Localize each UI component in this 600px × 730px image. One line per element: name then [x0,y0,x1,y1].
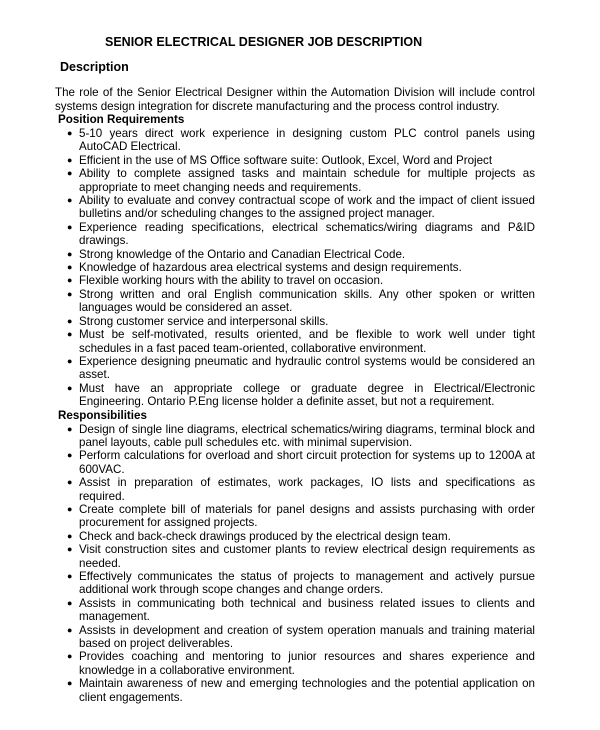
responsibilities-heading: Responsibilities [58,408,147,422]
list-item-text: Flexible working hours with the ability to travel on occasion. [79,274,384,288]
list-item-text: Provides coaching and mentoring to junior resources and shares experience and knowledge in a collaborative environment. [79,650,535,677]
description-heading: Description [60,60,129,74]
list-item [55,503,535,530]
bullet-icon: ● [67,530,73,541]
bullet-icon: ● [67,450,73,461]
list-item [55,274,535,287]
list-item-text: Efficient in the use of MS Office software suite: Outlook, Excel, Word and Project [79,153,493,167]
bullet-icon: ● [67,248,73,259]
bullet-icon: ● [67,571,73,581]
list-item [55,154,535,167]
intro-paragraph: The role of the Senior Electrical Designer within the Automation Division will include control systems design integration for discrete manufacturing and the process control industry. [55,86,535,113]
bullet-icon: ● [67,382,73,393]
list-item [55,248,535,261]
bullet-icon: ● [67,315,73,326]
sections [55,113,535,704]
bullet-icon: ● [67,597,73,608]
list-item [55,624,535,651]
list-item [55,355,535,382]
bullet-icon: ● [67,477,73,488]
list-item [55,382,535,409]
list-item [55,570,535,597]
bullet-icon: ● [67,329,73,340]
list-item [55,650,535,677]
list-item [55,261,535,274]
list-item-text: Ability to evaluate and convey contractual scope of work and the impact of client issued bulletins and/or scheduling changes to the assigned project manager. [79,194,535,221]
list-item [55,127,535,154]
list-item [55,315,535,328]
list-item-text: 5-10 years direct work experience in designing custom PLC control panels using AutoCAD Electrical. [79,127,535,154]
bullet-icon: ● [67,651,73,662]
responsibilities-list [55,423,535,705]
list-item-text: Perform calculations for overload and short circuit protection for systems up to 1200A at 600VAC. [79,449,535,476]
list-item-text: Strong customer service and interpersonal skills. [79,314,329,328]
list-item [55,423,535,450]
list-item [55,597,535,624]
bullet-icon: ● [67,678,73,689]
bullet-icon: ● [67,221,73,232]
list-item-text: Effectively communicates the status of projects to management and actively pursue additional work through scope changes and change orders. [79,570,535,597]
bullet-icon: ● [67,275,73,286]
list-item-text: Design of single line diagrams, electrical schematics/wiring diagrams, terminal block and panel layouts, cable pull schedules etc. with minimal supervision. [79,422,535,449]
bullet-icon: ● [67,168,73,179]
list-item-text: Experience reading specifications, electrical schematics/wiring diagrams and P&ID drawings. [79,220,535,248]
bullet-icon: ● [67,154,73,165]
list-item-text: Knowledge of hazardous area electrical systems and design requirements. [79,261,462,275]
list-item [55,530,535,543]
list-item-text: Assists in development and creation of system operation manuals and training material based on project deliverables. [79,623,535,651]
list-item [55,328,535,355]
list-item-text: Must be self-motivated, results oriented, and be flexible to work well under tight schedules in a fast paced team-oriented, collaborative environment. [79,328,535,355]
list-item [55,543,535,570]
list-item-text: Assists in communicating both technical and business related issues to clients and management. [79,596,535,624]
bullet-icon: ● [67,423,73,434]
list-item-text: Experience designing pneumatic and hydraulic control systems would be considered an asset. [79,354,535,382]
position-requirements-heading: Position Requirements [58,113,185,126]
position-requirements-list [55,127,535,409]
list-item-text: Strong knowledge of the Ontario and Canadian Electrical Code. [79,247,406,261]
document-title: SENIOR ELECTRICAL DESIGNER JOB DESCRIPTION [105,35,423,49]
list-item [55,288,535,315]
list-item [55,194,535,221]
bullet-icon: ● [67,624,73,635]
bullet-icon: ● [67,544,73,555]
list-item-text: Must have an appropriate college or graduate degree in Electrical/Electronic Engineering. Ontario P.Eng license holder a definite asset, but not a requirement. [79,381,535,409]
list-item [55,221,535,248]
list-item-text: Check and back-check drawings produced by the electrical design team. [79,529,451,543]
bullet-icon: ● [67,503,73,514]
bullet-icon: ● [67,262,73,273]
list-item [55,677,535,704]
list-item [55,167,535,194]
list-item-text: Ability to complete assigned tasks and maintain schedule for multiple projects as appropriate to meet changing needs and requirements. [79,167,535,194]
list-item-text: Maintain awareness of new and emerging technologies and the potential application on client engagements. [79,677,535,704]
list-item [55,476,535,503]
list-item-text: Create complete bill of materials for panel designs and assists purchasing with order procurement for assigned projects. [79,502,535,530]
bullet-icon: ● [67,128,73,138]
list-item [55,449,535,476]
list-item-text: Strong written and oral English communication skills. Any other spoken or written languages would be considered an asset. [79,287,535,315]
list-item-text: Visit construction sites and customer plants to review electrical design requirements as needed. [79,543,535,570]
bullet-icon: ● [67,355,73,366]
bullet-icon: ● [67,195,73,206]
list-item-text: Assist in preparation of estimates, work packages, IO lists and specifications as required. [79,476,535,503]
bullet-icon: ● [67,288,73,299]
